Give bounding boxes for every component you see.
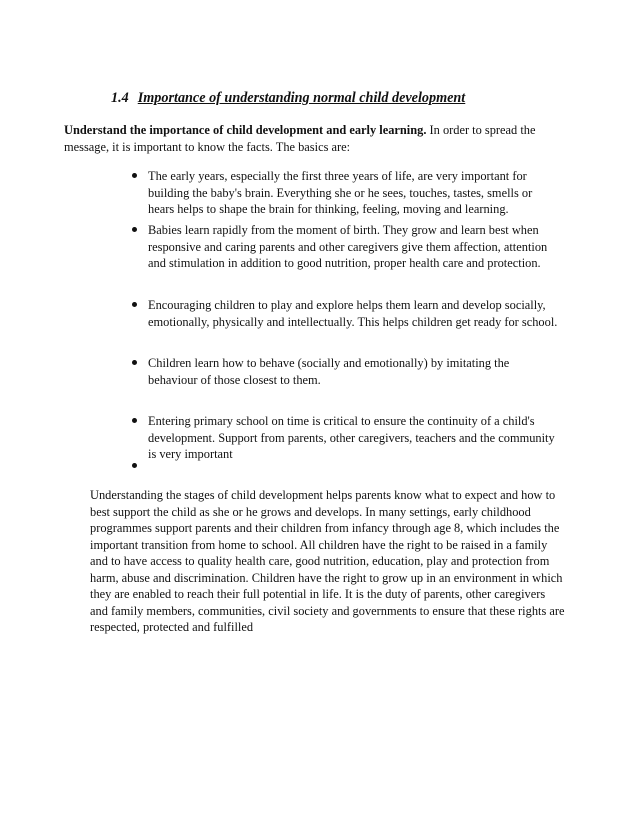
bullet-icon	[132, 227, 137, 232]
closing-paragraph: Understanding the stages of child development helps parents know what to expect and how to best support the child as she or he grows and develops. In many settings, early childhood programmes support parents and their children from infancy through age 8, which includes the important transition from home to school. All children have the right to be raised in a family and to have access to quality health care, good nutrition, education, play and protection from harm, abuse and discrimination. Children have the right to grow up in an environment in which they are enabled to reach their full potential in life. It is the duty of parents, other caregivers and family members, communities, civil society and governments to ensure that these rights are respected, protected and fulfilled	[90, 488, 565, 634]
list-item-text: Children learn how to behave (socially and emotionally) by imitating the behaviour of those closest to them.	[148, 356, 510, 387]
list-item	[148, 168, 558, 218]
list-item	[148, 297, 558, 330]
list-item-text: The early years, especially the first three years of life, are very important for building the baby's brain. Everything she or he sees, touches, tastes, smells or hears helps to shape the brain for thinking, feeling, moving and learning.	[148, 169, 533, 216]
section-number: 1.4	[111, 90, 129, 106]
list-item	[148, 222, 558, 272]
list-item-text: Entering primary school on time is critical to ensure the continuity of a child's development. Support from parents, other caregivers, teachers and the community is very important	[148, 414, 555, 461]
section-heading	[111, 90, 465, 107]
intro-bold-sentence: Understand the importance of child development and early learning.	[64, 123, 427, 137]
list-item	[148, 355, 558, 388]
list-item-text: Encouraging children to play and explore helps them learn and develop socially, emotionally, physically and intellectually. This helps children get ready for school.	[148, 298, 558, 329]
list-item	[148, 413, 558, 463]
bullet-icon	[132, 173, 137, 178]
intro-paragraph	[64, 122, 564, 155]
bullet-icon	[132, 302, 137, 307]
list-item-text: Babies learn rapidly from the moment of birth. They grow and learn best when responsive and caring parents and other caregivers give them affection, attention and stimulation in addition to good nutrition, proper health care and protection.	[148, 223, 548, 270]
intro-text: In order to spread the message, it is important to know the facts. The basics are:	[64, 123, 536, 154]
bullet-icon	[132, 418, 137, 423]
bullet-icon	[132, 463, 137, 468]
section-title: Importance of understanding normal child development	[137, 90, 466, 106]
bullet-icon	[132, 360, 137, 365]
